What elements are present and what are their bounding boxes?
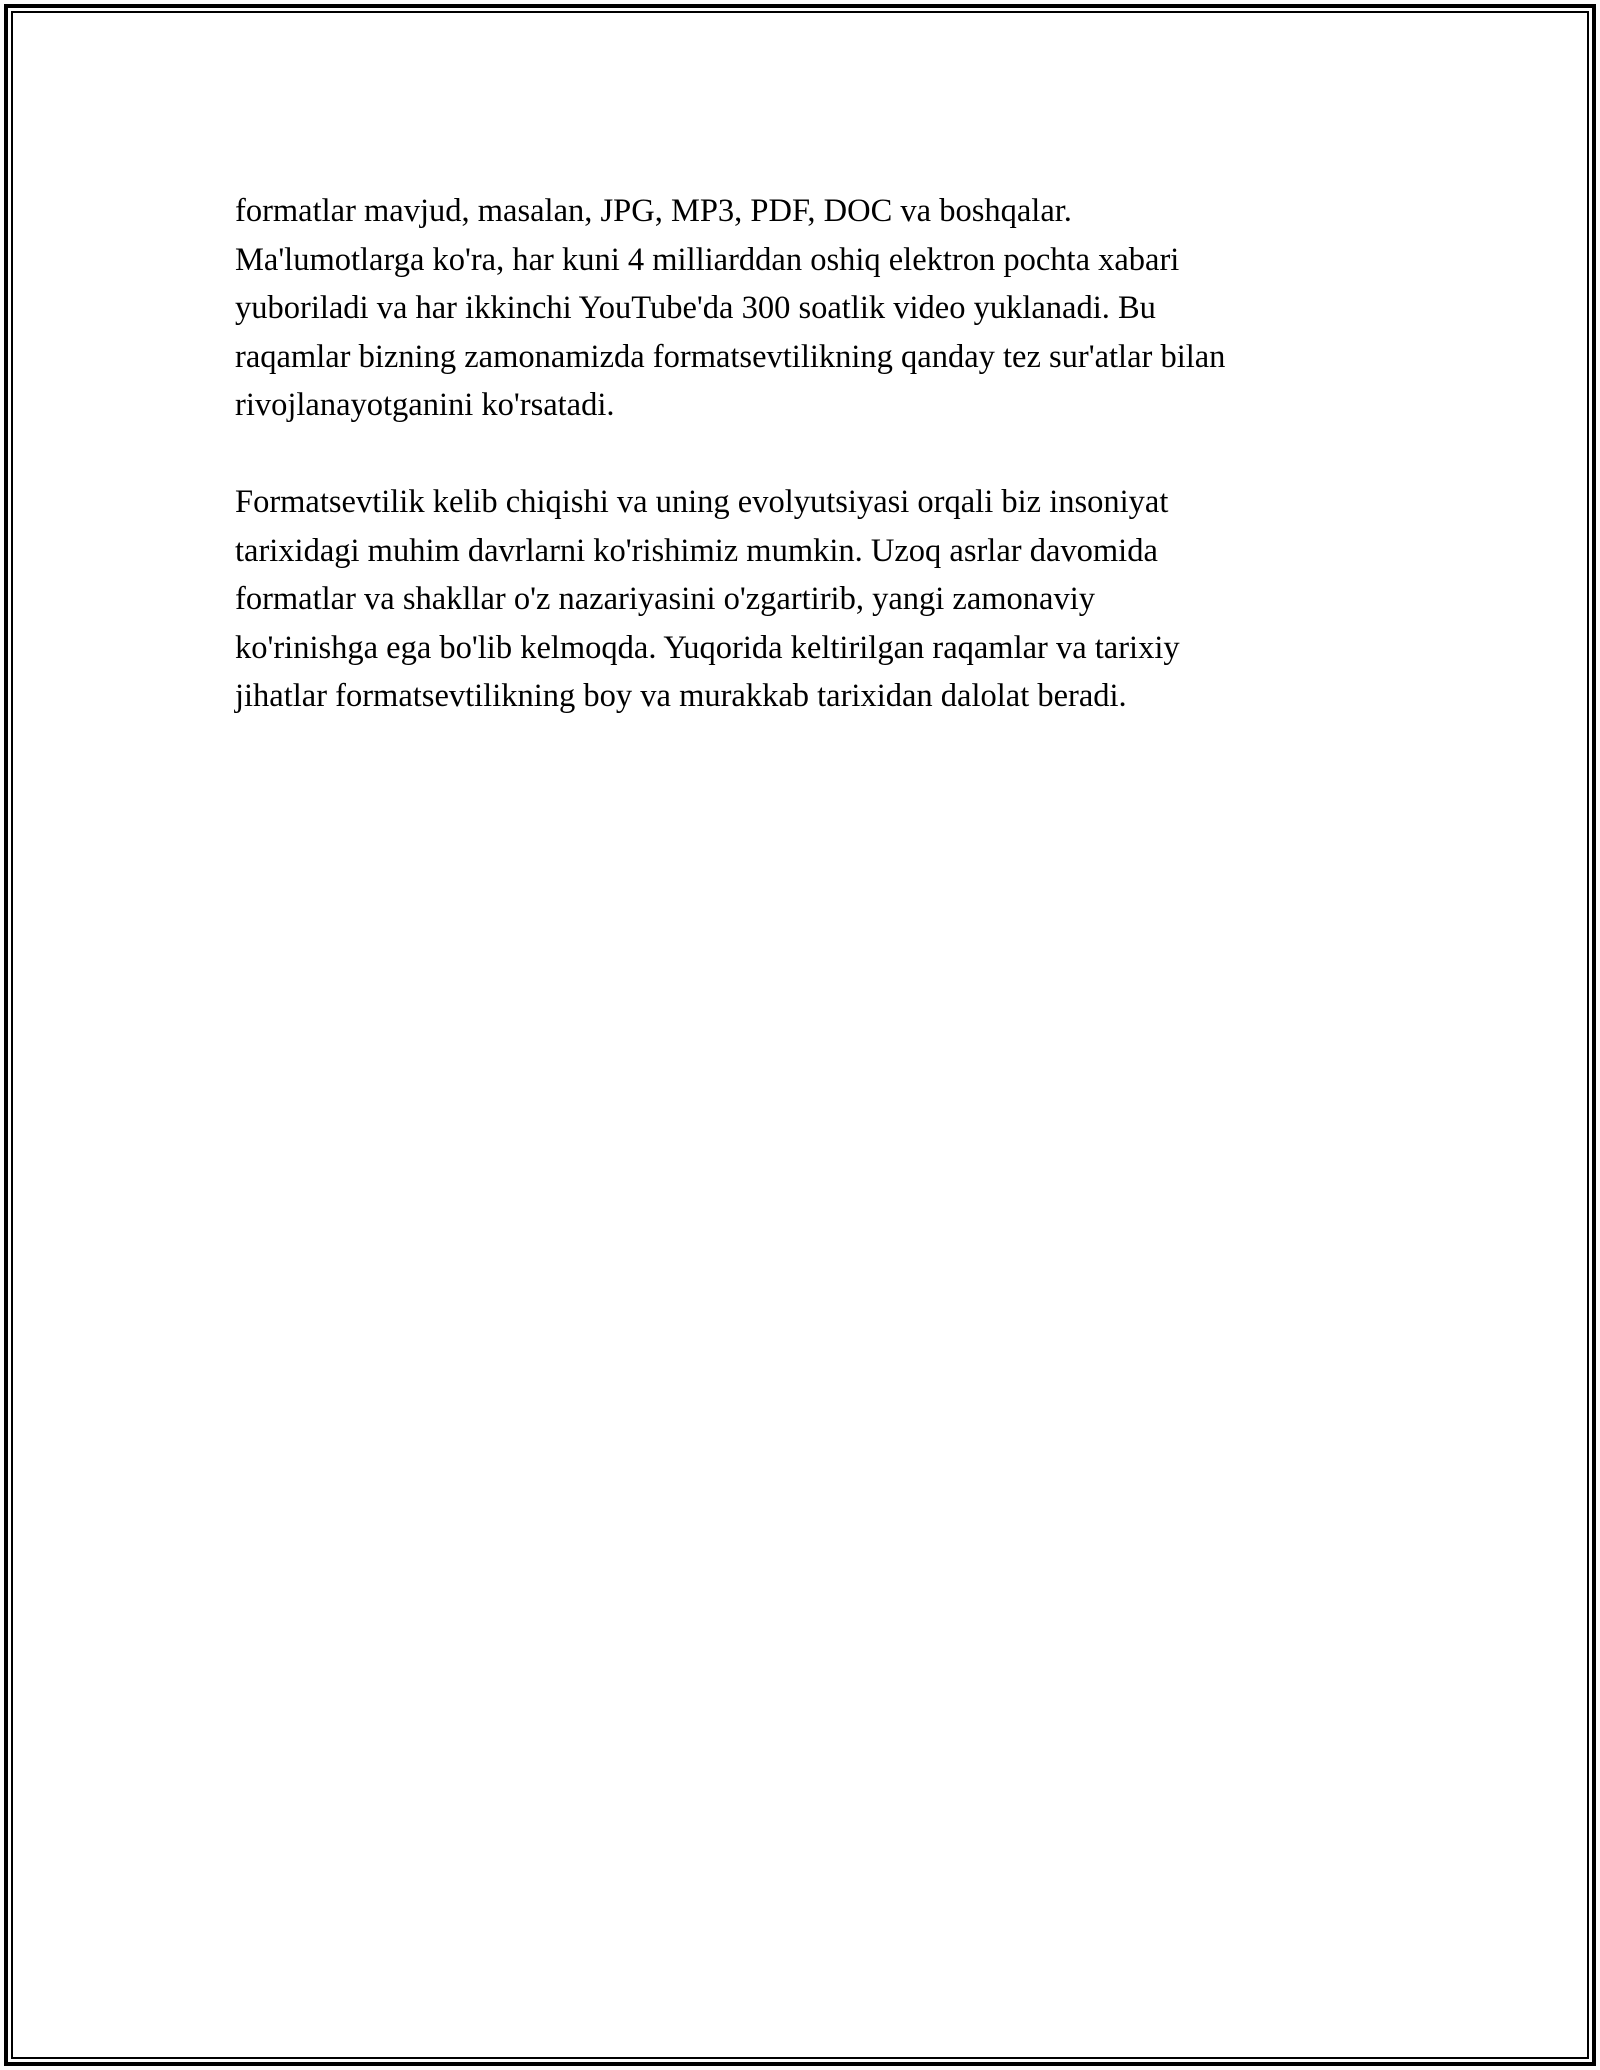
- paragraph-line: rivojlanayotganini ko'rsatadi.: [235, 387, 615, 423]
- paragraph-line: Formatsevtilik kelib chiqishi va uning evolyutsiyasi orqali biz insoniyat: [235, 484, 1169, 520]
- paragraph-line: Ma'lumotlarga ko'ra, har kuni 4 milliarddan oshiq elektron pochta xabari: [235, 241, 1180, 278]
- paragraph-1: [235, 187, 1375, 430]
- document-body: [235, 187, 1375, 721]
- paragraph-line: ko'rinishga ega bo'lib kelmoqda. Yuqorida keltirilgan raqamlar va tarixiy: [235, 629, 1180, 666]
- paragraph-line: yuboriladi va har ikkinchi YouTube'da 300 soatlik video yuklanadi. Bu: [235, 290, 1156, 326]
- paragraph-line: formatlar va shakllar o'z nazariyasini o'zgartirib, yangi zamonaviy: [235, 581, 1095, 617]
- paragraph-spacer: [235, 430, 1375, 479]
- paragraph-2: [235, 478, 1375, 721]
- paragraph-line: tarixidagi muhim davrlarni ko'rishimiz mumkin. Uzoq asrlar davomida: [235, 532, 1158, 569]
- paragraph-line: jihatlar formatsevtilikning boy va murakkab tarixidan dalolat beradi.: [235, 678, 1127, 714]
- paragraph-line: formatlar mavjud, masalan, JPG, MP3, PDF, DOC va boshqalar.: [235, 193, 1072, 229]
- paragraph-line: raqamlar bizning zamonamizda formatsevtilikning qanday tez sur'atlar bilan: [235, 338, 1226, 375]
